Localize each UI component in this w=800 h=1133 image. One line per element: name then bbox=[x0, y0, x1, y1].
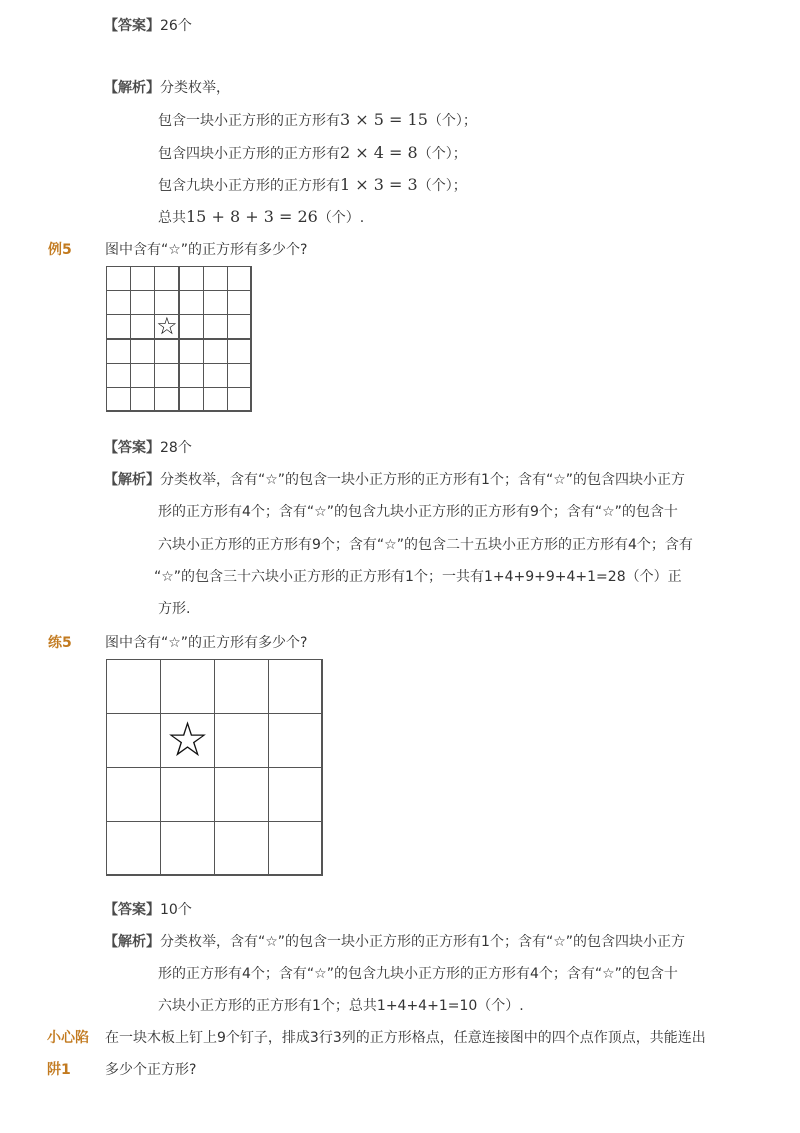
solution-tag: 【解析】 bbox=[104, 472, 160, 488]
grid-cell bbox=[179, 387, 204, 412]
grid-cell bbox=[203, 363, 228, 388]
math-expression: 2 × 4 = 8 bbox=[340, 143, 418, 162]
example-5-grid bbox=[106, 266, 251, 411]
grid-cell bbox=[268, 821, 323, 876]
grid-cell bbox=[227, 387, 252, 412]
grid-cell bbox=[227, 266, 252, 291]
answer-line-1 bbox=[104, 16, 192, 36]
grid-cell bbox=[154, 363, 179, 388]
practice-5-grid bbox=[106, 659, 322, 875]
grid-cell bbox=[106, 659, 161, 714]
grid-cell bbox=[106, 767, 161, 822]
grid-cell bbox=[268, 659, 323, 714]
trap-1-question-cont: 多少个正方形? bbox=[105, 1062, 197, 1078]
trap-1-label-top: 小心陷 bbox=[47, 1030, 89, 1046]
grid-cell bbox=[106, 266, 131, 291]
grid-cell bbox=[203, 266, 228, 291]
solution-text: 形的正方形有4个；含有“☆”的包含九块小正方形的正方形有4个；含有“☆”的包含十 bbox=[158, 966, 678, 982]
grid-cell bbox=[154, 387, 179, 412]
grid-cell bbox=[130, 314, 155, 339]
grid-cell bbox=[106, 314, 131, 339]
star-icon: ☆ bbox=[165, 712, 210, 768]
solution-tag: 【解析】 bbox=[104, 934, 160, 950]
solution-intro: 分类枚举， bbox=[160, 80, 230, 96]
example-5-question: 图中含有“☆”的正方形有多少个? bbox=[105, 242, 308, 258]
grid-cell bbox=[179, 314, 204, 339]
grid-cell bbox=[227, 314, 252, 339]
grid-cell bbox=[214, 713, 269, 768]
grid-cell bbox=[227, 363, 252, 388]
grid-cell bbox=[179, 339, 204, 364]
grid-cell bbox=[160, 767, 215, 822]
grid-cell bbox=[179, 266, 204, 291]
grid-cell bbox=[106, 387, 131, 412]
math-expression: 3 × 5 = 15 bbox=[340, 110, 428, 129]
grid-cell bbox=[179, 363, 204, 388]
solution-line-3 bbox=[104, 932, 685, 952]
grid-cell bbox=[106, 363, 131, 388]
solution-text: 六块小正方形的正方形有1个；总共1+4+4+1=10（个）. bbox=[158, 998, 524, 1014]
answer-line-3 bbox=[104, 900, 192, 920]
grid-cell bbox=[130, 290, 155, 315]
solution-step: 包含四块小正方形的正方形有2 × 4 = 8（个）； bbox=[158, 143, 467, 162]
answer-tag: 【答案】 bbox=[104, 18, 160, 34]
answer-value: 26个 bbox=[160, 18, 192, 34]
grid-cell bbox=[268, 713, 323, 768]
grid-cell bbox=[130, 339, 155, 364]
grid-cell bbox=[268, 767, 323, 822]
solution-text: 六块小正方形的正方形有9个；含有“☆”的包含二十五块小正方形的正方形有4个；含有 bbox=[158, 537, 693, 553]
grid-cell bbox=[106, 290, 131, 315]
solution-step: 包含九块小正方形的正方形有1 × 3 = 3（个）； bbox=[158, 175, 467, 194]
grid-cell bbox=[160, 659, 215, 714]
grid-cell bbox=[214, 659, 269, 714]
practice-5-label: 练5 bbox=[48, 635, 72, 651]
answer-line-2 bbox=[104, 438, 192, 458]
star-icon: ☆ bbox=[156, 312, 178, 341]
grid-cell bbox=[130, 387, 155, 412]
answer-tag: 【答案】 bbox=[104, 440, 160, 456]
solution-line-2 bbox=[104, 470, 685, 490]
solution-text: 分类枚举，含有“☆”的包含一块小正方形的正方形有1个；含有“☆”的包含四块小正方 bbox=[160, 934, 686, 950]
solution-text: “☆”的包含三十六块小正方形的正方形有1个；一共有1+4+9+9+4+1=28（个）正 bbox=[154, 569, 682, 585]
answer-tag: 【答案】 bbox=[104, 902, 160, 918]
grid-cell bbox=[160, 821, 215, 876]
grid-cell bbox=[227, 290, 252, 315]
example-5-label: 例5 bbox=[48, 242, 72, 258]
solution-text: 方形. bbox=[158, 601, 191, 617]
math-expression: 15 + 8 + 3 = 26 bbox=[186, 207, 318, 226]
grid-cell bbox=[106, 713, 161, 768]
math-expression: 1 × 3 = 3 bbox=[340, 175, 418, 194]
solution-tag: 【解析】 bbox=[104, 80, 160, 96]
solution-step: 总共15 + 8 + 3 = 26（个）. bbox=[158, 207, 365, 226]
grid-cell bbox=[214, 821, 269, 876]
grid-cell bbox=[106, 821, 161, 876]
grid-cell bbox=[130, 266, 155, 291]
answer-value: 28个 bbox=[160, 440, 192, 456]
solution-line-1 bbox=[104, 78, 230, 98]
grid-cell bbox=[130, 363, 155, 388]
grid-cell bbox=[179, 290, 204, 315]
solution-text: 分类枚举，含有“☆”的包含一块小正方形的正方形有1个；含有“☆”的包含四块小正方 bbox=[160, 472, 686, 488]
trap-1-label-bottom: 阱1 bbox=[47, 1062, 71, 1078]
grid-cell bbox=[203, 314, 228, 339]
solution-step: 包含一块小正方形的正方形有3 × 5 = 15（个）； bbox=[158, 110, 477, 129]
grid-cell bbox=[214, 767, 269, 822]
solution-text: 形的正方形有4个；含有“☆”的包含九块小正方形的正方形有9个；含有“☆”的包含十 bbox=[158, 504, 678, 520]
grid-cell bbox=[203, 290, 228, 315]
grid-cell bbox=[106, 339, 131, 364]
answer-value: 10个 bbox=[160, 902, 192, 918]
practice-5-question: 图中含有“☆”的正方形有多少个? bbox=[105, 635, 308, 651]
grid-cell bbox=[154, 339, 179, 364]
trap-1-question: 在一块木板上钉上9个钉子，排成3行3列的正方形格点，任意连接图中的四个点作顶点，共能连出 bbox=[105, 1030, 706, 1046]
grid-cell bbox=[154, 266, 179, 291]
grid-cell bbox=[203, 387, 228, 412]
grid-cell bbox=[203, 339, 228, 364]
grid-cell bbox=[227, 339, 252, 364]
